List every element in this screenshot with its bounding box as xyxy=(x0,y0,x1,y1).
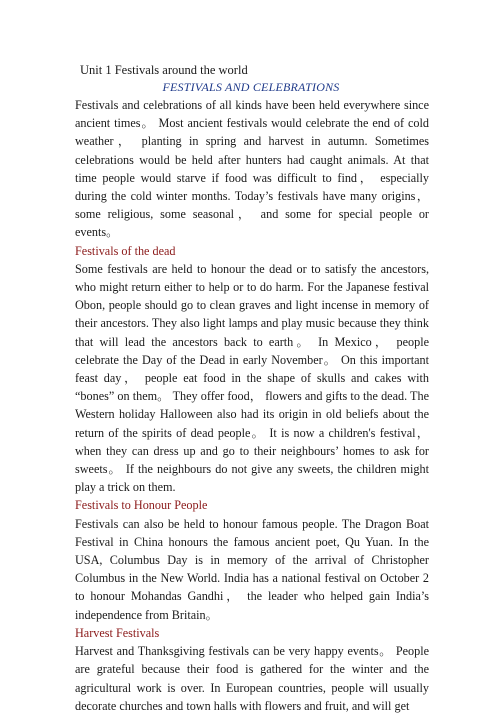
section-heading-harvest-festivals: Harvest Festivals xyxy=(75,625,160,640)
intro-paragraph: Festivals and celebrations of all kinds have been held everywhere since ancient times。 Most ancient festivals would celebrate the end of cold weather， planting in spring and harvest in autumn. Sometimes celebrations would be held after hunters had caught animals. At that time people would starve if food was difficult to find， especially during the cold winter months. Today’s festivals have many origins， some religious, some seasonal， and some for special people or events。 xyxy=(75,98,429,240)
section-paragraph-festivals-to-honour-people: Festivals can also be held to honour famous people. The Dragon Boat Festival in China honours the famous ancient poet, Qu Yuan. In the USA, Columbus Day is in memory of the arrival of Christopher Columbus in the New World. India has a national festival on October 2 to honour Mohandas Gandhi， the leader who helped gain India’s independence from Britain。 xyxy=(75,516,429,622)
section-heading-festivals-to-honour-people: Festivals to Honour People xyxy=(75,498,208,513)
document-body xyxy=(75,96,429,715)
section-paragraph-harvest-festivals: Harvest and Thanksgiving festivals can be very happy events。 People are grateful because their food is gathered for the winter and the agricultural work is over. In European countries, people will usually decorate churches and town halls with flowers and fruit, and will get xyxy=(75,644,429,713)
section-paragraph-festivals-of-the-dead: Some festivals are held to honour the dead or to satisfy the ancestors, who might return either to help or to do harm. For the Japanese festival Obon, people should go to clean graves and light incense in memory of their ancestors. They also light lamps and play music because they think that will lead the ancestors back to earth。 In Mexico， people celebrate the Day of the Dead in early November。 On this important feast day， people eat food in the shape of skulls and cakes with “bones” on them。 They offer food， flowers and gifts to the dead. The Western holiday Halloween also had its origin in old beliefs about the return of the spirits of dead people。 It is now a children's festival， when they can dress up and go to their neighbours’ homes to ask for sweets。 If the neighbours do not give any sweets, the children might play a trick on them. xyxy=(75,261,429,495)
main-title: FESTIVALS AND CELEBRATIONS xyxy=(162,80,340,94)
unit-title: Unit 1 Festivals around the world xyxy=(80,63,248,77)
section-heading-festivals-of-the-dead: Festivals of the dead xyxy=(75,243,176,258)
